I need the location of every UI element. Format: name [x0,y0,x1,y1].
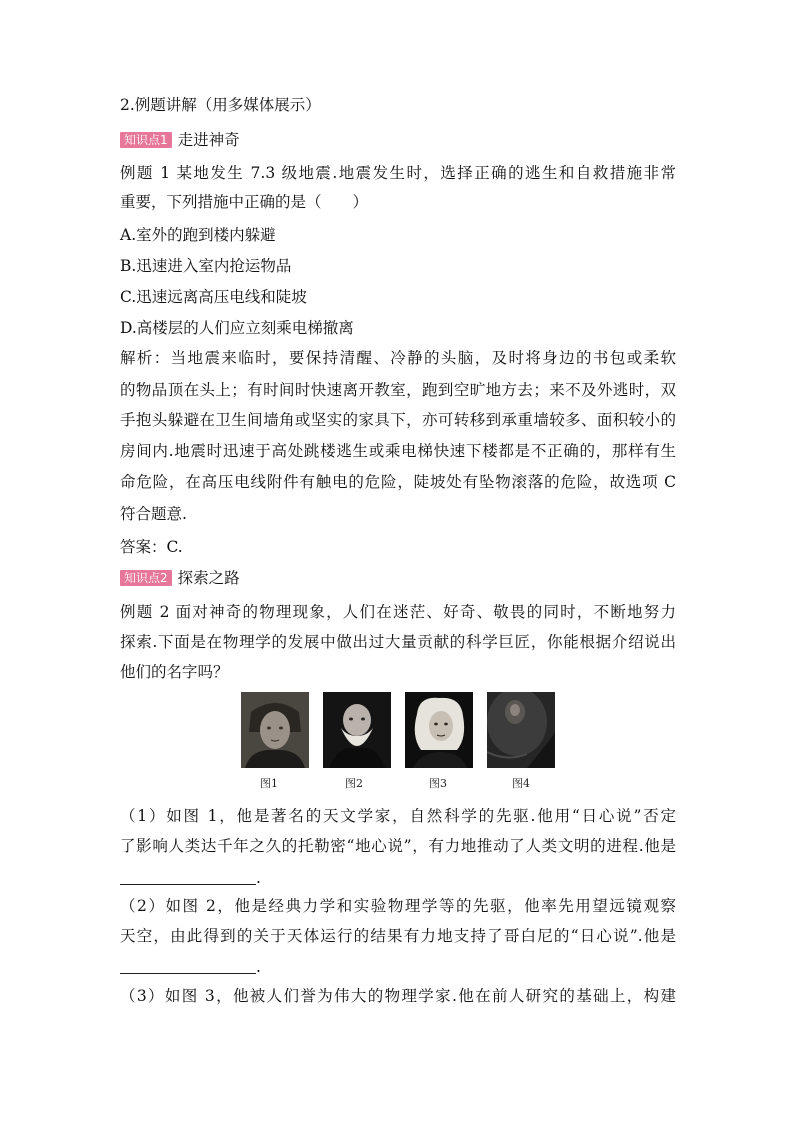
answer-blank-2 [120,973,256,974]
knowledge-point-1-heading [120,130,676,150]
figure-3-portrait [405,692,473,768]
knowledge-point-title: 探索之路 [177,569,240,587]
analysis-line: 解析：当地震来临时，要保持清醒、冷静的头脑，及时将身边的书包或柔软 [120,349,676,367]
figure-3-caption: 图3 [429,777,447,790]
blank-period: . [256,958,261,976]
answer: 答案：C. [120,538,183,556]
question-2-line: 天空，由此得到的关于天体运行的结果有力地支持了哥白尼的“日心说”.他是 [120,927,676,945]
section-title: 2.例题讲解（用多媒体展示） [120,96,321,114]
option-d: D.高楼层的人们应立刻乘电梯撤离 [120,319,354,337]
question-1-line: （1）如图 1，他是著名的天文学家，自然科学的先驱.他用“日心说”否定 [120,807,676,825]
knowledge-point-title: 走进神奇 [177,131,240,149]
knowledge-point-2-heading [120,568,676,588]
question-2-line: （2）如图 2，他是经典力学和实验物理学等的先驱，他率先用望远镜观察 [120,897,676,915]
example-2-line: 探索.下面是在物理学的发展中做出过大量贡献的科学巨匠，你能根据介绍说出 [120,633,676,651]
figure-1-portrait [241,692,309,768]
example-1-line: 重要，下列措施中正确的是（ ） [120,193,369,211]
example-1-line: 例题 1 某地发生 7.3 级地震.地震发生时，选择正确的逃生和自救措施非常 [120,164,676,182]
example-2-line: 例题 2 面对神奇的物理现象，人们在迷茫、好奇、敬畏的同时，不断地努力 [120,603,676,621]
analysis-line: 房间内.地震时迅速于高处跳楼逃生或乘电梯快速下楼都是不正确的，那样有生 [120,442,676,460]
analysis-line: 的物品顶在头上；有时间时快速离开教室，跑到空旷地方去；来不及外逃时，双 [120,381,676,399]
knowledge-point-tag: 知识点2 [120,570,172,586]
question-3-line: （3）如图 3，他被人们誉为伟大的物理学家.他在前人研究的基础上，构建 [120,987,676,1005]
figure-1-caption: 图1 [260,777,278,790]
answer-blank-1 [120,884,256,885]
figure-4-portrait [487,692,555,768]
knowledge-point-tag: 知识点1 [120,132,172,148]
analysis-line: 命危险，在高压电线附件有触电的危险，陡坡处有坠物滚落的危险，故选项 C [120,473,676,491]
option-b: B.迅速进入室内抢运物品 [120,257,292,275]
blank-period: . [256,869,261,887]
figure-4-caption: 图4 [512,777,530,790]
analysis-line: 符合题意. [120,505,187,523]
example-2-line: 他们的名字吗？ [120,663,229,681]
option-c: C.迅速远离高压电线和陡坡 [120,288,307,306]
question-1-line: 了影响人类达千年之久的托勒密“地心说”，有力地推动了人类文明的进程.他是 [120,837,676,855]
figure-2-caption: 图2 [345,777,363,790]
option-a: A.室外的跑到楼内躲避 [120,226,276,244]
analysis-line: 手抱头躲避在卫生间墙角或坚实的家具下，亦可转移到承重墙较多、面积较小的 [120,411,676,429]
figure-2-portrait [323,692,391,768]
